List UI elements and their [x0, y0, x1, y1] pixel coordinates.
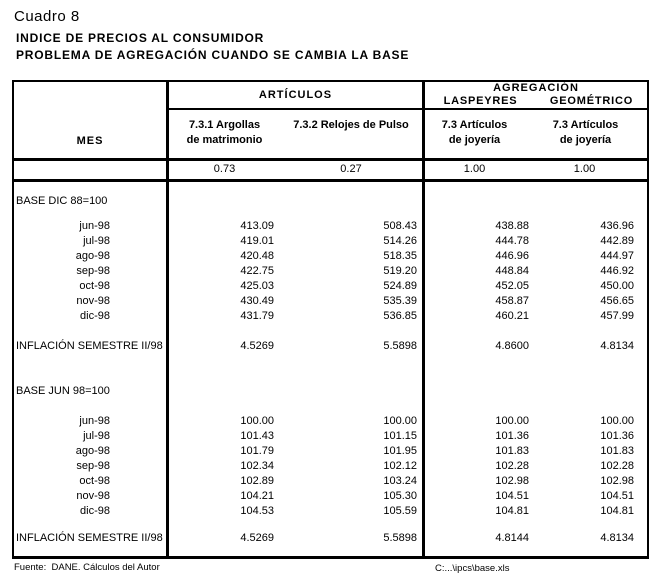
table-row: [14, 474, 647, 489]
spacer-row: [14, 546, 647, 556]
value-cell: 102.12: [280, 459, 425, 474]
value-cell: 519.20: [280, 264, 425, 279]
value-cell: 446.92: [600, 265, 634, 277]
value-cell: 105.30: [280, 489, 425, 504]
empty-cell: [425, 399, 536, 414]
month-cell: ago-98: [14, 444, 169, 459]
column-header-relojes: [280, 110, 425, 158]
value-cell: 102.34: [240, 460, 274, 472]
group-header-articulos: ARTÍCULOS: [169, 82, 425, 110]
mes-column-header: MES: [14, 82, 169, 158]
empty-cell: [536, 519, 647, 531]
value-cell: 103.24: [280, 474, 425, 489]
value-cell: 104.81: [495, 505, 529, 517]
empty-cell: [536, 354, 647, 384]
value-cell: 104.81: [600, 505, 634, 517]
value-cell: 104.51: [495, 490, 529, 502]
table-row: [14, 219, 647, 234]
empty-cell: [169, 384, 280, 399]
column-header-line: de joyería: [448, 134, 501, 146]
weight-cell: 0.73: [213, 163, 236, 175]
column-header-argollas: [169, 110, 280, 158]
value-cell: 446.96: [495, 250, 529, 262]
value-cell: 431.79: [240, 310, 274, 322]
value-cell: 413.09: [240, 220, 274, 232]
value-cell: 425.03: [240, 280, 274, 292]
month-cell: oct-98: [14, 279, 169, 294]
value-cell: 101.83: [495, 445, 529, 457]
value-cell: 104.21: [240, 490, 274, 502]
empty-cell: [425, 182, 536, 194]
value-cell: 4.8134: [600, 340, 634, 352]
value-cell: 448.84: [495, 265, 529, 277]
empty-cell: [425, 546, 536, 556]
month-cell: nov-98: [14, 294, 169, 309]
table-body: [14, 182, 647, 556]
value-cell: 100.00: [280, 414, 425, 429]
empty-cell: [169, 324, 280, 339]
empty-cell: [425, 519, 536, 531]
table-row: [14, 489, 647, 504]
month-cell: sep-98: [14, 264, 169, 279]
empty-cell: [425, 324, 536, 339]
value-cell: 458.87: [495, 295, 529, 307]
value-cell: 508.43: [280, 219, 425, 234]
empty-cell: [536, 209, 647, 219]
column-header-line: de joyería: [559, 134, 612, 146]
table-row: [14, 234, 647, 249]
column-header-line: 7.3 Artículos: [552, 119, 619, 131]
value-cell: 102.89: [240, 475, 274, 487]
empty-cell: [169, 399, 280, 414]
table-row: [14, 249, 647, 264]
value-cell: 100.00: [240, 415, 274, 427]
empty-cell: [280, 324, 425, 339]
value-cell: 452.05: [495, 280, 529, 292]
section-label-row: [14, 194, 647, 209]
summary-row: [14, 531, 647, 546]
empty-cell: [280, 354, 425, 384]
laspeyres-label: LASPEYRES: [443, 95, 518, 107]
month-cell: dic-98: [14, 504, 169, 519]
month-cell: jul-98: [14, 234, 169, 249]
value-cell: 105.59: [280, 504, 425, 519]
geometrico-label: GEOMÉTRICO: [549, 95, 634, 107]
month-cell: oct-98: [14, 474, 169, 489]
value-cell: 419.01: [240, 235, 274, 247]
empty-cell: [536, 324, 647, 339]
column-header-geometrico-joyeria: [536, 110, 647, 158]
value-cell: 436.96: [600, 220, 634, 232]
value-cell: 420.48: [240, 250, 274, 262]
month-cell: dic-98: [14, 309, 169, 324]
empty-cell: [280, 209, 425, 219]
weight-cell: 0.27: [280, 161, 425, 179]
empty-cell: [280, 384, 425, 399]
empty-cell: [425, 384, 536, 399]
empty-cell: [536, 384, 647, 399]
value-cell: 102.98: [600, 475, 634, 487]
value-cell: 4.5269: [240, 340, 274, 352]
spacer-cell: [14, 354, 169, 384]
column-header-line: 7.3.1 Argollas: [188, 119, 261, 131]
empty-cell: [169, 182, 280, 194]
empty-cell: [536, 182, 647, 194]
value-cell: 535.39: [280, 294, 425, 309]
table-row: [14, 429, 647, 444]
empty-cell: [280, 546, 425, 556]
value-cell: 104.51: [600, 490, 634, 502]
table-row: [14, 294, 647, 309]
table-row: [14, 414, 647, 429]
table-row: [14, 504, 647, 519]
value-cell: 5.5898: [280, 339, 425, 354]
month-cell: sep-98: [14, 459, 169, 474]
table-row: [14, 309, 647, 324]
value-cell: 100.00: [600, 415, 634, 427]
spacer-row: [14, 399, 647, 414]
empty-cell: [169, 519, 280, 531]
value-cell: 444.78: [495, 235, 529, 247]
empty-cell: [536, 194, 647, 209]
weight-cell: 1.00: [463, 163, 486, 175]
value-cell: 422.75: [240, 265, 274, 277]
spacer-row: [14, 324, 647, 339]
weights-row: [14, 161, 647, 182]
value-cell: 524.89: [280, 279, 425, 294]
agregacion-sublabels: [425, 95, 647, 108]
value-cell: 518.35: [280, 249, 425, 264]
section-label: BASE JUN 98=100: [14, 384, 169, 399]
empty-cell: [280, 194, 425, 209]
value-cell: 101.36: [495, 430, 529, 442]
empty-cell: [169, 354, 280, 384]
value-cell: 430.49: [240, 295, 274, 307]
summary-label: INFLACIÓN SEMESTRE II/98: [14, 531, 169, 546]
spacer-row: [14, 519, 647, 531]
summary-label: INFLACIÓN SEMESTRE II/98: [14, 339, 169, 354]
month-cell: jun-98: [14, 414, 169, 429]
spacer-cell: [14, 209, 169, 219]
spacer-cell: [14, 519, 169, 531]
value-cell: 514.26: [280, 234, 425, 249]
value-cell: 456.65: [600, 295, 634, 307]
price-index-table: [12, 80, 649, 559]
value-cell: 4.8134: [600, 532, 634, 544]
summary-row: [14, 339, 647, 354]
agregacion-label: AGREGACIÓN: [493, 82, 579, 94]
value-cell: 4.5269: [240, 532, 274, 544]
month-cell: jul-98: [14, 429, 169, 444]
table-row: [14, 279, 647, 294]
value-cell: 5.5898: [280, 531, 425, 546]
empty-cell: [280, 399, 425, 414]
value-cell: 450.00: [600, 280, 634, 292]
column-header-line: 7.3 Artículos: [441, 119, 508, 131]
value-cell: 460.21: [495, 310, 529, 322]
file-path: C:...\ipcs\base.xls: [435, 563, 510, 574]
empty-cell: [169, 194, 280, 209]
empty-cell: [536, 546, 647, 556]
subtitle-line-1: INDICE DE PRECIOS AL CONSUMIDOR: [16, 31, 265, 45]
subtitle-block: [16, 30, 409, 64]
table-row: [14, 444, 647, 459]
value-cell: 457.99: [600, 310, 634, 322]
value-cell: 101.43: [240, 430, 274, 442]
table-row: [14, 459, 647, 474]
value-cell: 101.36: [600, 430, 634, 442]
table-row: [14, 264, 647, 279]
month-cell: jun-98: [14, 219, 169, 234]
spacer-cell: [14, 182, 169, 194]
value-cell: 102.28: [600, 460, 634, 472]
value-cell: 102.28: [495, 460, 529, 472]
value-cell: 101.83: [600, 445, 634, 457]
spacer-cell: [14, 399, 169, 414]
empty-cell: [536, 399, 647, 414]
value-cell: 4.8600: [495, 340, 529, 352]
empty-cell: [14, 161, 169, 179]
section-label-row: [14, 384, 647, 399]
month-cell: ago-98: [14, 249, 169, 264]
empty-cell: [425, 209, 536, 219]
value-cell: 4.8144: [495, 532, 529, 544]
empty-cell: [280, 182, 425, 194]
weight-cell: 1.00: [573, 163, 596, 175]
empty-cell: [169, 209, 280, 219]
spacer-cell: [14, 324, 169, 339]
value-cell: 442.89: [600, 235, 634, 247]
month-cell: nov-98: [14, 489, 169, 504]
value-cell: 102.98: [495, 475, 529, 487]
value-cell: 100.00: [495, 415, 529, 427]
value-cell: 104.53: [240, 505, 274, 517]
value-cell: 101.15: [280, 429, 425, 444]
value-cell: 536.85: [280, 309, 425, 324]
empty-cell: [169, 546, 280, 556]
spacer-row: [14, 354, 647, 384]
empty-cell: [425, 194, 536, 209]
spacer-row: [14, 209, 647, 219]
table-header: [14, 82, 647, 161]
source-note: Fuente: DANE. Cálculos del Autor: [14, 562, 160, 573]
spacer-cell: [14, 546, 169, 556]
value-cell: 444.97: [600, 250, 634, 262]
section-label: BASE DIC 88=100: [14, 194, 169, 209]
value-cell: 101.79: [240, 445, 274, 457]
column-header-line: 7.3.2 Relojes de Pulso: [293, 119, 409, 131]
column-header-line: de matrimonio: [186, 134, 263, 146]
value-cell: 101.95: [280, 444, 425, 459]
spacer-row: [14, 182, 647, 194]
subtitle-line-2: PROBLEMA DE AGREGACIÓN CUANDO SE CAMBIA LA BASE: [16, 48, 410, 62]
empty-cell: [425, 354, 536, 384]
empty-cell: [280, 519, 425, 531]
column-header-laspeyres-joyeria: [425, 110, 536, 158]
group-header-agregacion: [425, 82, 647, 110]
value-cell: 438.88: [495, 220, 529, 232]
page-title: Cuadro 8: [14, 8, 80, 25]
